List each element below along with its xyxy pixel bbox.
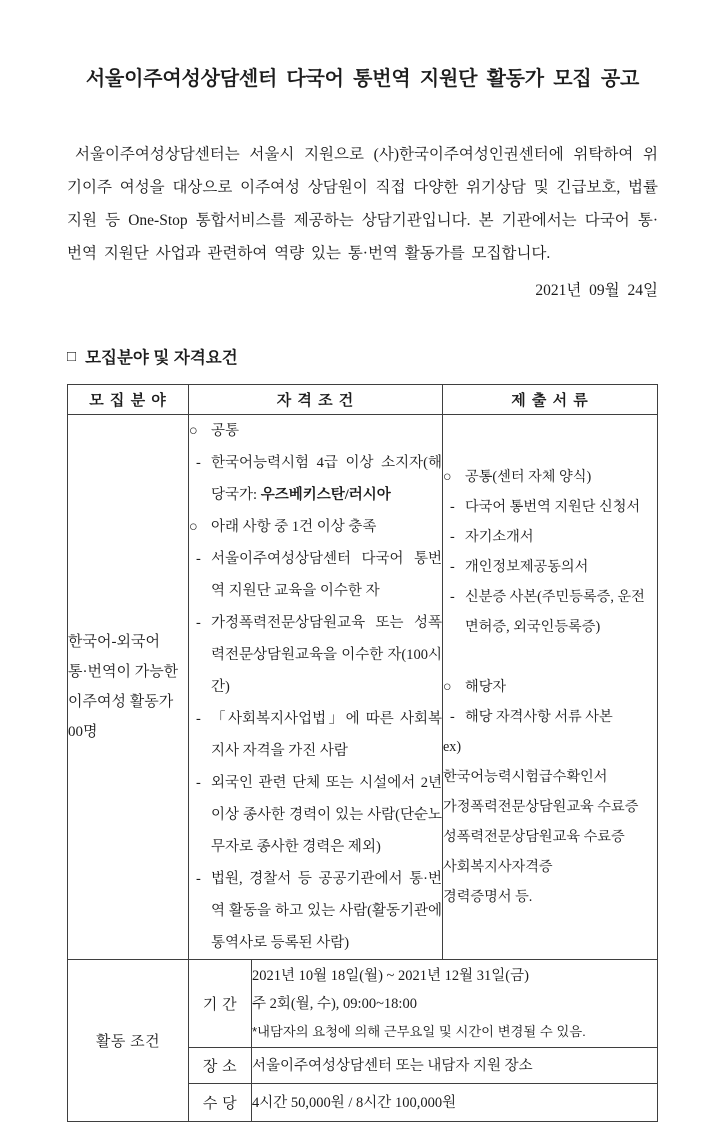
list-item-text: 법원, 경찰서 등 공공기관에서 통·번역 활동을 하고 있는 사람(활동기관에 통역사로 등록된 사람) (211, 871, 442, 951)
col-header-documents: 제 출 서 류 (443, 385, 658, 415)
section-heading-label: 모집분야 및 자격요건 (85, 349, 238, 367)
dash-bullet-icon: - (450, 529, 455, 545)
col-header-qualifications: 자 격 조 건 (189, 385, 443, 415)
list-item (252, 962, 657, 990)
list-item-text: 4시간 50,000원 / 8시간 100,000원 (252, 1094, 457, 1111)
list-item (443, 792, 657, 822)
list-item-text: 공통 (211, 423, 240, 439)
list-item-text: 서울이주여성상담센터 또는 내담자 지원 장소 (252, 1057, 533, 1074)
list-item (189, 415, 442, 447)
list-item-text: 성폭력전문상담원교육 수료증 (443, 829, 625, 845)
dash-bullet-icon: - (196, 615, 201, 631)
period-label-cell: 기 간 (189, 960, 252, 1048)
list-line: 통·번역이 가능한 (68, 664, 179, 680)
list-item (189, 767, 442, 863)
list-item-text: 다국어 통번역 지원단 신청서 (465, 499, 641, 515)
list-item (443, 732, 657, 762)
list-item-text: 외국인 관련 단체 또는 시설에서 2년이상 종사한 경력이 있는 사람(단순노무자로 종사한 경력은 제외) (211, 775, 442, 855)
list-item (189, 607, 442, 703)
list-item (443, 522, 657, 552)
list-item-text: *내담자의 요청에 의해 근무요일 및 시간이 변경될 수 있음. (252, 1023, 586, 1039)
circle-bullet-icon: ○ (189, 423, 198, 439)
table-header-row (68, 385, 658, 415)
dash-bullet-icon: - (196, 455, 201, 471)
list-item-text: 해당 자격사항 서류 사본 (465, 709, 613, 725)
list-item (443, 822, 657, 852)
list-line: 한국어-외국어 (68, 634, 160, 650)
list-item-text: 아래 사항 중 1건 이상 충족 (211, 519, 377, 535)
pay-content-cell (252, 1084, 658, 1122)
list-item (443, 702, 657, 732)
list-item-text: 서울이주여성상담센터 다국어 통번역 지원단 교육을 이수한 자 (211, 551, 442, 599)
list-item (189, 511, 442, 543)
list-item-text: 2021년 10월 18일(월) ~ 2021년 12월 31일(금) (252, 967, 529, 984)
condition-row-period (68, 960, 658, 1048)
dash-bullet-icon: - (196, 775, 201, 791)
list-item-text: 주 2회(월, 수), 09:00~18:00 (252, 995, 417, 1012)
list-item (189, 703, 442, 767)
dash-bullet-icon: - (450, 559, 455, 575)
list-item-text: 자기소개서 (465, 529, 534, 545)
list-item (252, 990, 657, 1018)
period-content-cell (252, 960, 658, 1048)
list-item-text: 개인정보제공동의서 (465, 559, 589, 575)
dash-bullet-icon: - (450, 589, 455, 605)
circle-bullet-icon: ○ (443, 679, 452, 695)
dash-bullet-icon: - (196, 871, 201, 887)
list-spacer (443, 642, 657, 672)
list-item (252, 1089, 657, 1117)
list-item (189, 863, 442, 959)
list-item (443, 672, 657, 702)
documents-cell (443, 415, 658, 960)
list-item-text: 사회복지사자격증 (443, 859, 553, 875)
section-heading (67, 346, 658, 370)
list-item-text: 공통(센터 자체 양식) (465, 469, 592, 485)
list-item (252, 1052, 657, 1080)
list-item (189, 543, 442, 607)
list-item (443, 762, 657, 792)
list-item (443, 852, 657, 882)
list-line: 이주여성 활동가 (68, 694, 174, 710)
list-item-text: 해당자 (465, 679, 507, 695)
circle-bullet-icon: ○ (443, 469, 452, 485)
recruitment-table (67, 384, 658, 1122)
list-item (443, 552, 657, 582)
col-header-field: 모 집 분 야 (68, 385, 189, 415)
list-item-text: 한국어능력시험급수확인서 (443, 769, 608, 785)
intro-paragraph: 서울이주여성상담센터는 서울시 지원으로 (사)한국이주여성인권센터에 위탁하여 위기이주 여성을 대상으로 이주여성 상담원이 직접 다양한 위기상담 및 긴급보호, 법률지원 등 One-Stop 통합서비스를 제공하는 상담기관입니다. 본 기관에서는 다국어 통·번역 지원단 사업과 관련하여 역량 있는 통·번역 활동가를 모집합니다. (67, 146, 658, 262)
pay-label-cell: 수 당 (189, 1084, 252, 1122)
qualifications-cell (189, 415, 443, 960)
list-item (443, 882, 657, 912)
list-item-text: 경력증명서 등. (443, 889, 533, 905)
conditions-label-cell: 활동 조건 (68, 960, 189, 1122)
dash-bullet-icon: - (450, 499, 455, 515)
list-item (443, 462, 657, 492)
announcement-date: 2021년 09월 24일 (535, 282, 658, 299)
list-item-text: 가정폭력전문상담원교육 수료증 (443, 799, 639, 815)
list-item (252, 1018, 657, 1046)
list-item (189, 447, 442, 511)
document-title: 서울이주여성상담센터 다국어 통번역 지원단 활동가 모집 공고 (85, 68, 640, 90)
recruit-main-row (68, 415, 658, 960)
list-item-text: 한국어능력시험 4급 이상 소지자(해당국가: 우즈베키스탄/러시아 (211, 455, 442, 503)
list-item-text: 신분증 사본(주민등록증, 운전면허증, 외국인등록증) (465, 589, 645, 635)
list-item (443, 582, 657, 642)
dash-bullet-icon: - (196, 711, 201, 727)
list-item-text: ex) (443, 739, 462, 755)
dash-bullet-icon: - (196, 551, 201, 567)
place-content-cell (252, 1048, 658, 1084)
list-item (443, 492, 657, 522)
circle-bullet-icon: ○ (189, 519, 198, 535)
square-bullet-icon: □ (67, 348, 77, 365)
list-item-text: 가정폭력전문상담원교육 또는 성폭력전문상담원교육을 이수한 자(100시간) (211, 615, 442, 695)
field-cell (68, 415, 189, 960)
place-label-cell: 장 소 (189, 1048, 252, 1084)
list-item-text: 「사회복지사업법」에 따른 사회복지사 자격을 가진 사람 (211, 711, 442, 759)
dash-bullet-icon: - (450, 709, 455, 725)
list-line: 00명 (68, 724, 98, 740)
